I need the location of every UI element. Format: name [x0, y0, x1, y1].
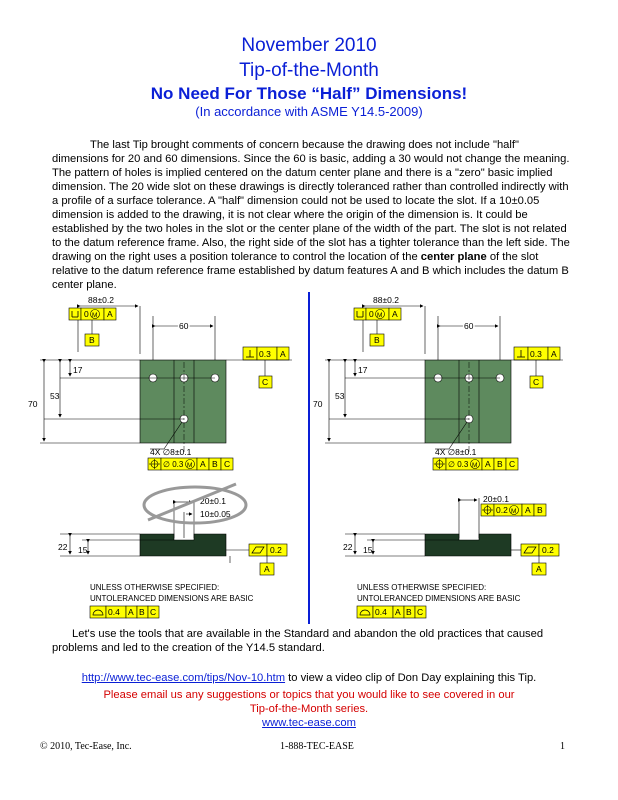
slot-datum-b: B — [537, 505, 543, 515]
drawings-figure — [0, 292, 618, 632]
datum-b-label: B — [374, 335, 380, 345]
datum-a-label: A — [264, 564, 270, 574]
slot-dimension: 20±0.1 — [200, 496, 226, 506]
fcf-top-datum: A — [107, 309, 113, 319]
tip-video-link[interactable]: http://www.tec-ease.com/tips/Nov-10.htm — [81, 672, 286, 684]
hole-datum-b: B — [212, 459, 218, 469]
site-link-line — [0, 717, 618, 729]
crossed-out-ellipse — [144, 487, 246, 523]
video-link-text: to view a video clip of Don Day explaining this Tip. — [285, 672, 537, 684]
dim-22: 22 — [58, 542, 68, 552]
width-dimension: 88±0.2 — [373, 295, 399, 305]
intro-text: The last Tip brought comments of concern because the drawing does not include "half" dimensions for 20 and 60 dimensions. Since the 60 is basic, adding a 30 would not change the meaning. The pattern of holes is implied centered on the datum center plane and there is a "zero" basic implied dimension. The 20 wide slot on these drawings is directly toleranced rather than controlled indirectly with a profile of a surface tolerance. A "half" dimension could not be used to locate the slot. If a 10±0.05 dimension is added to the drawing, it is not clear where the origin of the dimension is. It could be established by the two holes in the slot or the center plane of the width of the part. The slot is not related to the datum reference frame. Also, the right side of the slot has a tighter tolerance than the left side. The drawing on the right uses a position tolerance to control the location of the — [52, 139, 570, 263]
slot-datum-a: A — [525, 505, 531, 515]
hole-fcf-tolerance: ∅ 0.3 — [163, 460, 184, 469]
profile-datum-c: C — [417, 607, 424, 617]
dim-70: 70 — [28, 399, 38, 409]
hole-note: 4X ∅8±0.1 — [150, 447, 192, 457]
dim-53: 53 — [50, 391, 60, 401]
fcf-top-datum: A — [392, 309, 398, 319]
hole-datum-c: C — [509, 459, 516, 469]
profile-datum-a: A — [128, 607, 134, 617]
perp-tolerance: 0.3 — [530, 349, 542, 359]
left-drawing — [28, 295, 292, 618]
request-line2: Tip-of-the-Month series. — [249, 703, 369, 715]
hole-datum-a: A — [485, 459, 491, 469]
datum-b-label: B — [89, 335, 95, 345]
hole-note: 4X ∅8±0.1 — [435, 447, 477, 457]
profile-tolerance: 0.4 — [108, 607, 120, 617]
dim-53: 53 — [335, 391, 345, 401]
profile-datum-a: A — [395, 607, 401, 617]
dim-15: 15 — [78, 545, 88, 555]
svg-text:M: M — [472, 462, 478, 469]
header-series: Tip-of-the-Month — [239, 60, 379, 81]
video-link-line — [0, 672, 618, 684]
closing-text: Let's use the tools that are available in the Standard and abandon the old practices that caused problems and led to the creation of the Y14.5 standard. — [52, 628, 544, 654]
general-note-line1: UNLESS OTHERWISE SPECIFIED: — [357, 583, 487, 592]
hole-datum-b: B — [497, 459, 503, 469]
profile-tolerance: 0.4 — [375, 607, 387, 617]
dim-22: 22 — [343, 542, 353, 552]
part-top-view — [140, 360, 226, 443]
general-note-line2: UNTOLERANCED DIMENSIONS ARE BASIC — [90, 594, 254, 603]
profile-datum-c: C — [150, 607, 157, 617]
footer-copyright: © 2010, Tec-Ease, Inc. — [40, 741, 132, 752]
half-dimension: 10±0.05 — [200, 509, 231, 519]
flatness-tolerance: 0.2 — [542, 545, 554, 555]
footer-page-number: 1 — [560, 741, 565, 752]
slot-position-tolerance: 0.2 — [496, 505, 508, 515]
svg-text:M: M — [377, 312, 383, 319]
page-title: No Need For Those “Half” Dimensions! — [150, 84, 468, 103]
svg-text:M: M — [511, 508, 517, 515]
right-drawing — [313, 295, 563, 618]
footer-phone: 1-888-TEC-EASE — [280, 741, 354, 752]
slot-dimension: 20±0.1 — [483, 494, 509, 504]
hole-datum-c: C — [224, 459, 231, 469]
svg-text:M: M — [187, 462, 193, 469]
datum-c-label: C — [262, 377, 269, 387]
perp-datum: A — [551, 349, 557, 359]
fcf-top-tolerance: 0 — [84, 309, 89, 319]
intro-paragraph — [52, 138, 572, 292]
site-link[interactable]: www.tec-ease.com — [262, 717, 356, 729]
flatness-tolerance: 0.2 — [270, 545, 282, 555]
hole-fcf-tolerance: ∅ 0.3 — [448, 460, 469, 469]
svg-text:M: M — [92, 312, 98, 319]
dim-17: 17 — [73, 365, 83, 375]
dim-60: 60 — [464, 321, 474, 331]
dim-15: 15 — [363, 545, 373, 555]
datum-a-label: A — [536, 564, 542, 574]
intro-text-end: of the slot relative to the datum reference frame established by datum features A and B which includes the datum B center plane. — [52, 251, 569, 291]
request-line1: Please email us any suggestions or topics that you would like to see covered in our — [103, 689, 515, 701]
dim-70: 70 — [313, 399, 323, 409]
header-date: November 2010 — [241, 35, 377, 56]
width-dimension: 88±0.2 — [88, 295, 114, 305]
part-side-view — [140, 534, 226, 556]
dim-60: 60 — [179, 321, 189, 331]
hole-datum-a: A — [200, 459, 206, 469]
part-top-view — [425, 360, 511, 443]
closing-paragraph — [52, 627, 572, 655]
profile-datum-b: B — [406, 607, 412, 617]
perp-datum: A — [280, 349, 286, 359]
general-note-line2: UNTOLERANCED DIMENSIONS ARE BASIC — [357, 594, 521, 603]
dim-17: 17 — [358, 365, 368, 375]
fcf-top-tolerance: 0 — [369, 309, 374, 319]
profile-datum-b: B — [139, 607, 145, 617]
perp-tolerance: 0.3 — [259, 349, 271, 359]
page-subtitle: (In accordance with ASME Y14.5-2009) — [195, 104, 423, 119]
datum-c-label: C — [533, 377, 540, 387]
part-side-view — [425, 534, 511, 556]
general-note-line1: UNLESS OTHERWISE SPECIFIED: — [90, 583, 220, 592]
intro-bold-text: center plane — [420, 251, 487, 263]
